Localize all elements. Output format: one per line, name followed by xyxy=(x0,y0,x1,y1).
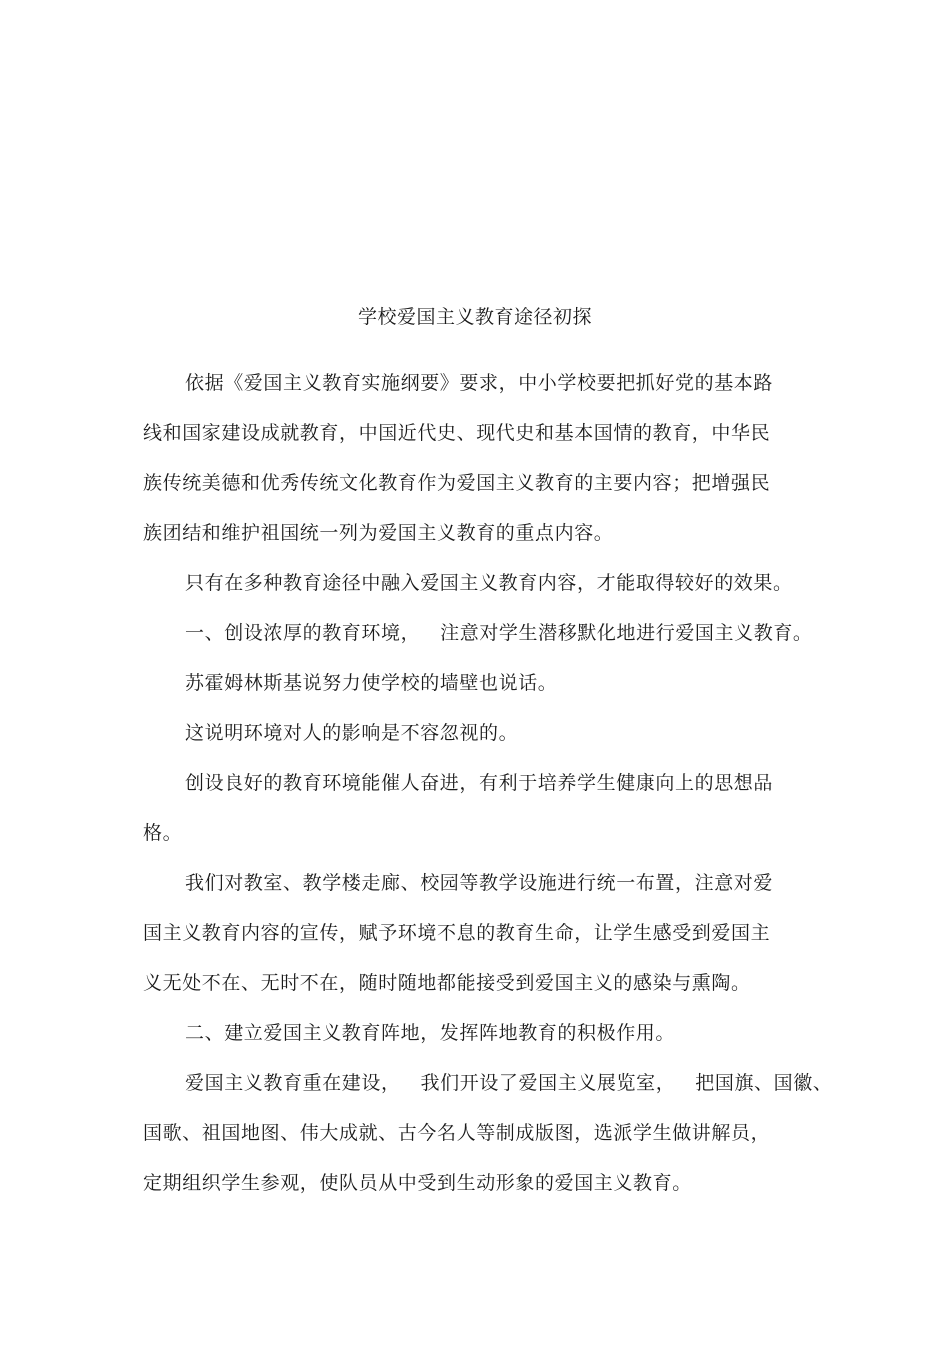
section-heading: 二、建立爱国主义教育阵地，发挥阵地教育的积极作用。 xyxy=(185,1022,676,1044)
paragraph-line: 国歌、祖国地图、伟大成就、古今名人等制成版图，选派学生做讲解员， xyxy=(143,1122,771,1144)
paragraph-line: 依据《爱国主义教育实施纲要》要求，中小学校要把抓好党的基本路 xyxy=(185,372,774,394)
paragraph-line: 这说明环境对人的影响是不容忽视的。 xyxy=(185,722,519,744)
document-title: 学校爱国主义教育途径初探 xyxy=(357,306,592,328)
paragraph-line: 爱国主义教育重在建设， 我们开设了爱国主义展览室， 把国旗、国徽、 xyxy=(185,1072,833,1094)
paragraph-line: 线和国家建设成就教育，中国近代史、现代史和基本国情的教育，中华民 xyxy=(143,422,771,444)
paragraph-line: 族团结和维护祖国统一列为爱国主义教育的重点内容。 xyxy=(143,522,614,544)
paragraph-line: 义无处不在、无时不在，随时随地都能接受到爱国主义的感染与熏陶。 xyxy=(143,972,751,994)
paragraph-line: 创设良好的教育环境能催人奋进，有利于培养学生健康向上的思想品 xyxy=(185,772,774,794)
section-heading: 一、创设浓厚的教育环境， 注意对学生潜移默化地进行爱国主义教育。 xyxy=(185,622,813,644)
paragraph-line: 族传统美德和优秀传统文化教育作为爱国主义教育的主要内容；把增强民 xyxy=(143,472,771,494)
paragraph-line: 定期组织学生参观，使队员从中受到生动形象的爱国主义教育。 xyxy=(143,1172,692,1194)
paragraph-line: 只有在多种教育途径中融入爱国主义教育内容，才能取得较好的效果。 xyxy=(185,572,793,594)
paragraph-line: 苏霍姆林斯基说努力使学校的墙壁也说话。 xyxy=(185,672,558,694)
paragraph-line: 我们对教室、教学楼走廊、校园等教学设施进行统一布置，注意对爱 xyxy=(185,872,774,894)
paragraph-line: 国主义教育内容的宣传，赋予环境不息的教育生命，让学生感受到爱国主 xyxy=(143,922,771,944)
paragraph-line: 格。 xyxy=(143,822,183,844)
